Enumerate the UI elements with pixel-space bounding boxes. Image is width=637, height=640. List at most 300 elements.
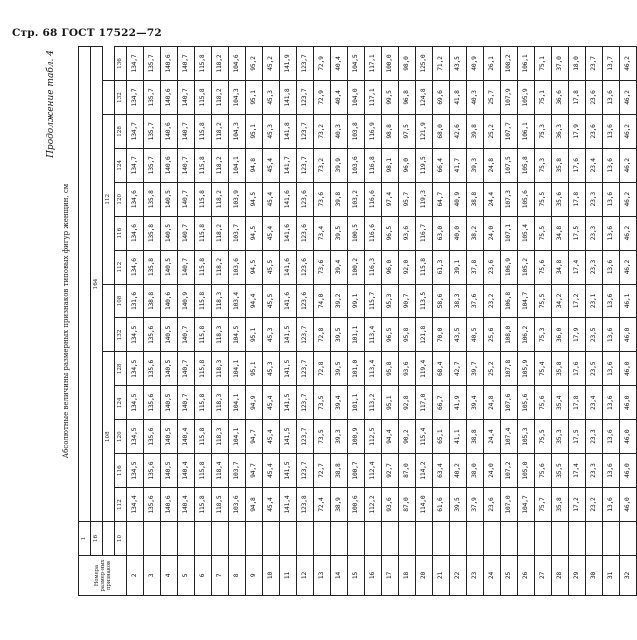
table-cell: 24,8	[484, 386, 501, 420]
table-cell: 95,7	[399, 182, 416, 216]
table-cell: 13,6	[603, 250, 620, 284]
table-cell: 35,8	[552, 148, 569, 182]
table-cell: 140,7	[178, 386, 195, 420]
table-cell: 17,4	[569, 250, 586, 284]
column-header: 124	[115, 148, 127, 182]
table-cell: 45,3	[263, 352, 280, 386]
row-number: 13	[314, 556, 331, 596]
row-number: 24	[484, 556, 501, 596]
group1-cell	[280, 522, 297, 556]
table-cell: 114,0	[416, 488, 433, 522]
table-cell: 75,5	[535, 284, 552, 318]
table-row	[348, 47, 365, 596]
table-cell: 107,2	[501, 454, 518, 488]
table-cell: 37,9	[467, 488, 484, 522]
group1-cell	[297, 522, 314, 556]
table-cell: 13,6	[603, 216, 620, 250]
table-cell: 105,3	[518, 420, 535, 454]
table-cell: 75,1	[535, 47, 552, 81]
table-cell: 92,0	[399, 250, 416, 284]
table-cell: 118,2	[212, 148, 229, 182]
table-cell: 104,3	[229, 114, 246, 148]
table-cell: 118,3	[212, 284, 229, 318]
table-cell: 115,8	[195, 318, 212, 352]
table-cell: 41,1	[450, 420, 467, 454]
table-row	[552, 47, 569, 596]
table-cell: 105,8	[518, 148, 535, 182]
table-cell: 95,8	[399, 318, 416, 352]
table-cell: 140,6	[161, 148, 178, 182]
table-row	[246, 47, 263, 596]
table-row	[229, 47, 246, 596]
row-number: 5	[178, 556, 195, 596]
column-header: 124	[115, 386, 127, 420]
table-cell: 72,9	[314, 81, 331, 115]
table-cell: 25,7	[484, 81, 501, 115]
table-cell: 23,5	[586, 318, 603, 352]
table-cell: 75,4	[535, 352, 552, 386]
table-cell: 140,7	[178, 318, 195, 352]
table-cell: 115,4	[416, 420, 433, 454]
table-cell: 39,3	[467, 148, 484, 182]
table-cell: 115,8	[195, 386, 212, 420]
row-number: 11	[280, 556, 297, 596]
table-cell: 99,5	[382, 81, 399, 115]
group1-cell	[178, 522, 195, 556]
table-cell: 46,2	[620, 250, 637, 284]
table-cell: 45,5	[263, 250, 280, 284]
table-cell: 39,4	[331, 386, 348, 420]
table-cell: 90,2	[399, 420, 416, 454]
table-row	[280, 47, 297, 596]
table-cell: 112,2	[365, 488, 382, 522]
table-cell: 123,7	[297, 318, 314, 352]
row-number: 6	[195, 556, 212, 596]
table-cell: 98,1	[382, 148, 399, 182]
table-row	[195, 47, 212, 596]
row-number: 7	[212, 556, 229, 596]
table-cell: 72,8	[314, 318, 331, 352]
table-cell: 107,8	[501, 352, 518, 386]
table-cell: 100,2	[348, 250, 365, 284]
table-cell: 135,7	[144, 114, 161, 148]
table-cell: 114,2	[416, 454, 433, 488]
table-cell: 141,5	[280, 352, 297, 386]
table-cell: 113,5	[416, 284, 433, 318]
table-cell: 36,3	[552, 114, 569, 148]
table-cell: 45,4	[263, 488, 280, 522]
table-row	[603, 47, 620, 596]
table-row	[535, 47, 552, 596]
table-cell: 116,6	[365, 216, 382, 250]
table-cell: 40,9	[467, 47, 484, 81]
table-cell: 113,4	[365, 318, 382, 352]
table-cell: 105,6	[518, 386, 535, 420]
table-cell: 140,5	[161, 182, 178, 216]
table-cell: 25,2	[484, 114, 501, 148]
table-cell: 118,2	[212, 114, 229, 148]
table-cell: 140,7	[178, 216, 195, 250]
table-cell: 87,0	[399, 488, 416, 522]
table-cell: 70,0	[433, 318, 450, 352]
row-numbers-header: 1	[79, 522, 91, 556]
table-cell: 17,8	[569, 81, 586, 115]
table-cell: 118,2	[212, 250, 229, 284]
table-cell: 73,4	[314, 216, 331, 250]
table-cell: 75,7	[535, 488, 552, 522]
table-cell: 73,6	[314, 250, 331, 284]
table-cell: 75,1	[535, 81, 552, 115]
table-cell: 25,6	[484, 318, 501, 352]
height-group-header: 164	[91, 47, 103, 522]
table-cell: 23,3	[586, 182, 603, 216]
table-cell: 66,7	[433, 386, 450, 420]
column-header: 128	[115, 114, 127, 148]
group1-col-header: 10	[115, 522, 127, 556]
group1-cell	[450, 522, 467, 556]
table-cell: 46,0	[620, 318, 637, 352]
group1-header: 16	[91, 522, 103, 556]
table-cell: 140,6	[161, 47, 178, 81]
table-cell: 25,2	[484, 352, 501, 386]
table-cell: 23,6	[484, 488, 501, 522]
table-cell: 90,7	[399, 284, 416, 318]
column-header: 120	[115, 420, 127, 454]
table-cell: 37,8	[467, 250, 484, 284]
table-cell: 103,6	[229, 488, 246, 522]
row-number: 25	[501, 556, 518, 596]
table-cell: 40,5	[467, 318, 484, 352]
table-row	[399, 47, 416, 596]
table-cell: 123,7	[297, 81, 314, 115]
table-cell: 38,2	[467, 216, 484, 250]
table-cell: 104,3	[229, 81, 246, 115]
table-cell: 135,8	[144, 250, 161, 284]
table-cell: 35,8	[552, 488, 569, 522]
table-cell: 23,2	[484, 284, 501, 318]
table-cell: 23,7	[586, 47, 603, 81]
table-cell: 105,2	[518, 250, 535, 284]
group1-cell	[246, 522, 263, 556]
table-cell: 39,9	[331, 148, 348, 182]
table-cell: 140,9	[178, 284, 195, 318]
table-cell: 104,5	[348, 47, 365, 81]
table-cell: 96,0	[382, 250, 399, 284]
table-row	[263, 47, 280, 596]
table-cell: 23,6	[586, 114, 603, 148]
table-cell: 119,4	[416, 352, 433, 386]
table-cell: 116,8	[365, 148, 382, 182]
table-cell: 101,1	[348, 318, 365, 352]
row-number: 16	[365, 556, 382, 596]
column-header: 120	[115, 182, 127, 216]
table-cell: 13,6	[603, 352, 620, 386]
table-cell: 104,1	[229, 352, 246, 386]
table-cell: 106,1	[518, 47, 535, 81]
table-cell: 105,9	[518, 352, 535, 386]
table-cell: 45,3	[263, 318, 280, 352]
table-cell: 134,6	[127, 216, 144, 250]
table-cell: 94,9	[246, 386, 263, 420]
table-cell: 97,4	[382, 182, 399, 216]
table-cell: 118,3	[212, 386, 229, 420]
table-cell: 39,5	[331, 216, 348, 250]
table-cell: 106,2	[518, 318, 535, 352]
table-cell: 39,5	[450, 488, 467, 522]
group1-cell	[467, 522, 484, 556]
table-cell: 17,6	[569, 148, 586, 182]
table-cell: 116,3	[365, 250, 382, 284]
table-title: Абсолютные величины размерных признаков типовых фигур женщин, см	[62, 183, 70, 459]
table-cell: 134,4	[127, 488, 144, 522]
table-cell: 39,8	[331, 182, 348, 216]
table-cell: 45,3	[263, 81, 280, 115]
table-cell: 69,6	[433, 81, 450, 115]
table-cell: 13,6	[603, 148, 620, 182]
table-cell: 140,5	[161, 454, 178, 488]
table-cell: 42,7	[450, 352, 467, 386]
table-cell: 112,5	[365, 420, 382, 454]
table-cell: 72,4	[314, 488, 331, 522]
table-cell: 105,0	[518, 454, 535, 488]
row-number: 15	[348, 556, 365, 596]
table-cell: 118,2	[212, 47, 229, 81]
table-cell: 23,1	[586, 284, 603, 318]
table-cell: 35,5	[552, 454, 569, 488]
table-cell: 18,0	[569, 47, 586, 81]
table-cell: 73,2	[314, 114, 331, 148]
table-cell: 140,5	[161, 216, 178, 250]
table-cell: 61,6	[433, 488, 450, 522]
table-cell: 124,8	[416, 81, 433, 115]
table-cell: 123,6	[297, 182, 314, 216]
table-cell: 26,1	[484, 47, 501, 81]
corner-header: Номера размер-ных признаков	[79, 556, 127, 596]
table-cell: 107,5	[501, 148, 518, 182]
table-cell: 66,4	[433, 148, 450, 182]
row-number: 18	[399, 556, 416, 596]
table-cell: 107,9	[501, 81, 518, 115]
row-number: 17	[382, 556, 399, 596]
table-cell: 35,3	[552, 420, 569, 454]
table-cell: 100,5	[348, 216, 365, 250]
group1-cell	[263, 522, 280, 556]
table-cell: 23,5	[586, 352, 603, 386]
table-cell: 140,6	[161, 284, 178, 318]
table-cell: 141,5	[280, 386, 297, 420]
row-number: 9	[246, 556, 263, 596]
table-cell: 104,0	[348, 81, 365, 115]
table-cell: 58,6	[433, 284, 450, 318]
table-cell: 103,8	[348, 114, 365, 148]
table-cell: 119,3	[416, 182, 433, 216]
group1-cell	[314, 522, 331, 556]
table-cell: 64,7	[433, 182, 450, 216]
table-cell: 104,1	[229, 148, 246, 182]
table-cell: 38,9	[331, 488, 348, 522]
table-cell: 40,9	[450, 182, 467, 216]
table-cell: 100,0	[382, 47, 399, 81]
table-cell: 104,6	[229, 47, 246, 81]
table-cell: 118,2	[212, 81, 229, 115]
table-cell: 46,0	[620, 454, 637, 488]
table-cell: 34,8	[552, 250, 569, 284]
table-cell: 34,2	[552, 284, 569, 318]
table-cell: 135,7	[144, 81, 161, 115]
table-cell: 134,5	[127, 318, 144, 352]
table-cell: 140,4	[178, 488, 195, 522]
group1-cell	[518, 522, 535, 556]
table-cell: 13,6	[603, 454, 620, 488]
group1-cell	[484, 522, 501, 556]
table-cell: 135,6	[144, 454, 161, 488]
table-cell: 46,2	[620, 114, 637, 148]
table-row	[382, 47, 399, 596]
table-cell: 46,2	[620, 47, 637, 81]
table-cell: 23,6	[586, 81, 603, 115]
continuation-label: Продолжение табл. 4	[46, 50, 56, 158]
table-cell: 72,8	[314, 352, 331, 386]
table-cell: 17,5	[569, 216, 586, 250]
table-cell: 125,0	[416, 47, 433, 81]
table-cell: 140,4	[178, 454, 195, 488]
table-row	[518, 47, 535, 596]
table-cell: 39,7	[467, 352, 484, 386]
table-cell: 75,3	[535, 318, 552, 352]
table-cell: 46,0	[620, 488, 637, 522]
table-cell: 118,3	[212, 352, 229, 386]
table-cell: 43,5	[450, 318, 467, 352]
column-header: 128	[115, 352, 127, 386]
table-cell: 105,9	[518, 81, 535, 115]
table-cell: 140,5	[161, 386, 178, 420]
table-cell: 123,8	[297, 488, 314, 522]
table-cell: 104,5	[229, 318, 246, 352]
table-cell: 94,4	[246, 284, 263, 318]
table-cell: 99,1	[348, 284, 365, 318]
table-cell: 36,0	[552, 318, 569, 352]
table-cell: 45,4	[263, 420, 280, 454]
table-row	[178, 47, 195, 596]
table-cell: 141,6	[280, 284, 297, 318]
group1-cell	[620, 522, 637, 556]
table-cell: 140,7	[178, 81, 195, 115]
table-cell: 118,2	[212, 182, 229, 216]
table-cell: 95,8	[382, 352, 399, 386]
table-cell: 134,6	[127, 250, 144, 284]
table-cell: 105,6	[518, 182, 535, 216]
table-cell: 107,3	[501, 182, 518, 216]
table-cell: 123,7	[297, 148, 314, 182]
group1-cell	[399, 522, 416, 556]
table-row	[127, 47, 144, 596]
table-cell: 75,6	[535, 454, 552, 488]
table-cell: 118,3	[212, 420, 229, 454]
table-cell: 140,7	[178, 114, 195, 148]
table-cell: 103,7	[229, 216, 246, 250]
table-cell: 115,8	[195, 81, 212, 115]
column-header: 136	[115, 47, 127, 81]
row-number: 8	[229, 556, 246, 596]
table-cell: 123,7	[297, 47, 314, 81]
table-cell: 140,5	[161, 352, 178, 386]
group1-cell	[552, 522, 569, 556]
table-cell: 63,0	[433, 216, 450, 250]
group1-cell	[569, 522, 586, 556]
table-cell: 98,8	[382, 114, 399, 148]
table-cell: 87,0	[399, 454, 416, 488]
table-cell: 24,4	[484, 182, 501, 216]
table-cell: 117,0	[416, 386, 433, 420]
table-cell: 37,0	[552, 47, 569, 81]
table-cell: 134,7	[127, 148, 144, 182]
table-cell: 39,1	[450, 250, 467, 284]
row-number: 29	[569, 556, 586, 596]
table-cell: 17,9	[569, 318, 586, 352]
table-cell: 68,4	[433, 352, 450, 386]
table-cell: 13,6	[603, 284, 620, 318]
table-row	[314, 47, 331, 596]
table-cell: 23,3	[586, 454, 603, 488]
table-cell: 93,6	[399, 216, 416, 250]
table-cell: 45,5	[263, 284, 280, 318]
table-cell: 135,6	[144, 420, 161, 454]
table-cell: 116,7	[416, 216, 433, 250]
table-cell: 40,2	[450, 454, 467, 488]
table-cell: 134,5	[127, 386, 144, 420]
table-cell: 17,6	[569, 352, 586, 386]
table-cell: 115,8	[195, 114, 212, 148]
height-group-label	[103, 81, 115, 115]
table-cell: 65,1	[433, 420, 450, 454]
table-cell: 17,2	[569, 488, 586, 522]
table-cell: 106,9	[501, 250, 518, 284]
table-cell: 115,8	[195, 148, 212, 182]
table-cell: 39,3	[331, 420, 348, 454]
table-row	[297, 47, 314, 596]
column-header: 116	[115, 454, 127, 488]
table-cell: 96,0	[399, 148, 416, 182]
table-cell: 117,1	[365, 47, 382, 81]
table-cell: 101,0	[348, 352, 365, 386]
column-header: 108	[115, 284, 127, 318]
row-number: 22	[450, 556, 467, 596]
table-cell: 92,8	[399, 386, 416, 420]
table-cell: 140,4	[178, 420, 195, 454]
page-header: Стр. 68 ГОСТ 17522—72	[12, 27, 162, 39]
table-row	[586, 47, 603, 596]
table-cell: 61,3	[433, 250, 450, 284]
table-cell: 140,5	[161, 318, 178, 352]
table-cell: 141,6	[280, 182, 297, 216]
table-cell: 123,6	[297, 284, 314, 318]
table-cell: 104,7	[518, 488, 535, 522]
table-cell: 94,8	[246, 148, 263, 182]
table-cell: 116,9	[365, 114, 382, 148]
table-cell: 41,9	[450, 386, 467, 420]
table-cell: 140,7	[178, 352, 195, 386]
table-cell: 107,4	[501, 420, 518, 454]
table-cell: 40,0	[450, 216, 467, 250]
table-cell: 23,3	[586, 250, 603, 284]
group1-subheader	[103, 522, 115, 556]
table-cell: 135,6	[144, 386, 161, 420]
table-cell: 23,2	[586, 488, 603, 522]
group1-cell	[212, 522, 229, 556]
table-cell: 40,3	[467, 81, 484, 115]
table-cell: 141,9	[280, 47, 297, 81]
main-columns-header	[79, 47, 91, 522]
